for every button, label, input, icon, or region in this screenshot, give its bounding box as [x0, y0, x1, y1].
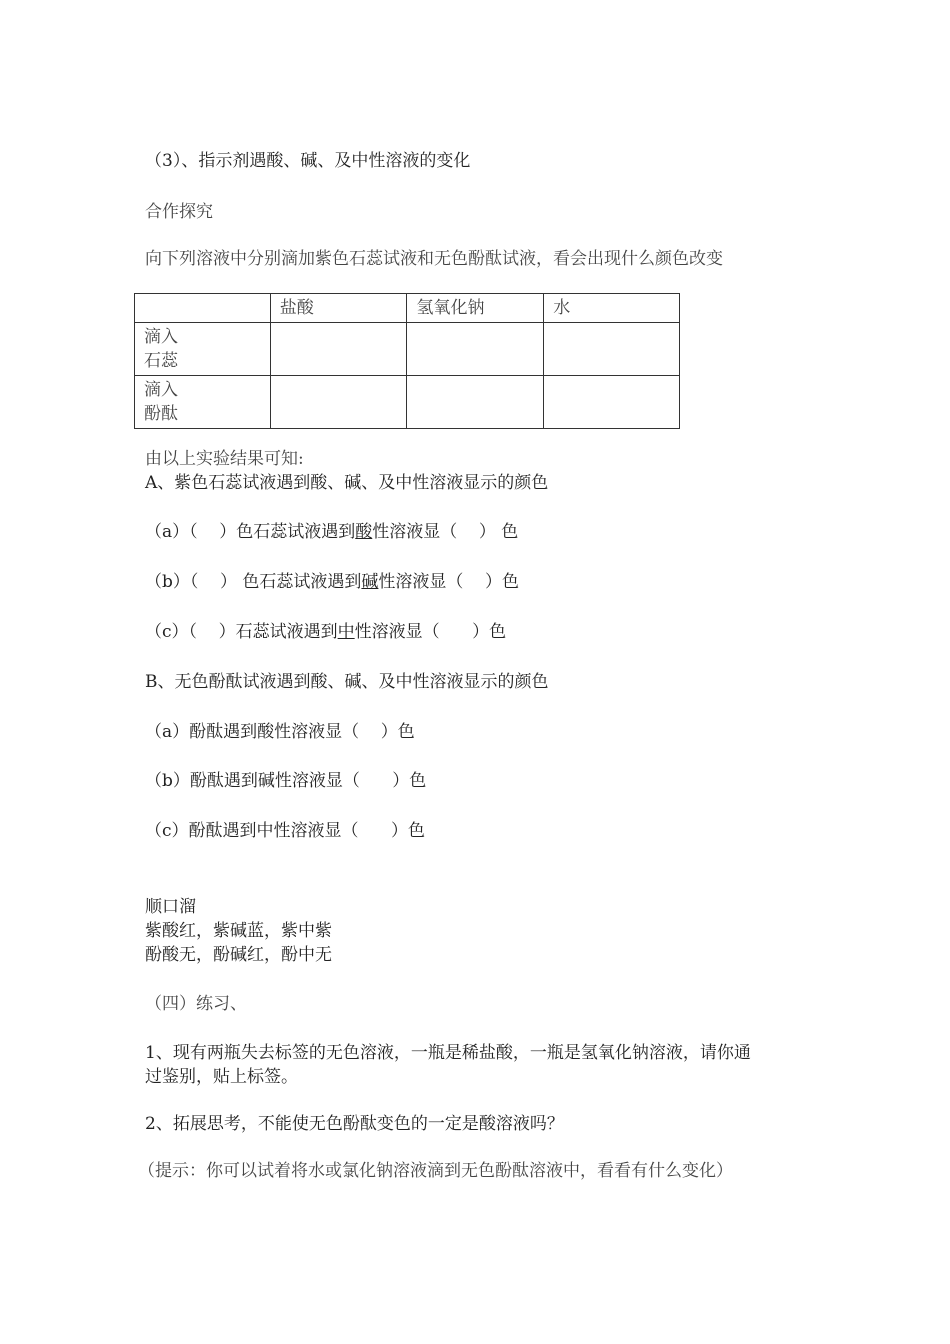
text-fragment: （b）（ ） 色石蕊试液遇到 — [145, 572, 362, 592]
table-cell — [407, 323, 544, 376]
table-header-cell — [135, 294, 271, 323]
part-a-item-c — [145, 620, 506, 644]
row-label-line: 滴入 — [144, 380, 178, 400]
conclusion-intro: 由以上实验结果可知: — [145, 449, 304, 469]
underlined-word: 酸 — [355, 522, 373, 542]
table-header-row — [135, 294, 680, 323]
question-2: 2、拓展思考，不能使无色酚酞变色的一定是酸溶液吗？ — [145, 1114, 564, 1134]
table-cell — [270, 323, 407, 376]
part-a-heading: A、紫色石蕊试液遇到酸、碱、及中性溶液显示的颜色 — [145, 473, 549, 493]
experiment-table — [134, 293, 680, 429]
part-b-item-c: （c）酚酞遇到中性溶液显（ ）色 — [145, 821, 425, 841]
row-label-line: 酚酞 — [144, 404, 178, 424]
underlined-word: 中 — [337, 622, 355, 642]
table-header-cell: 氢氧化钠 — [407, 294, 544, 323]
table-cell — [407, 376, 544, 429]
table-row — [135, 323, 680, 376]
question-1-line: 1、现有两瓶失去标签的无色溶液，一瓶是稀盐酸，一瓶是氢氧化钠溶液，请你通 — [145, 1043, 751, 1063]
hint-text: （提示：你可以试着将水或氯化钠溶液滴到无色酚酞溶液中，看看有什么变化） — [138, 1161, 733, 1181]
part-a-item-b — [145, 570, 519, 594]
part-a-item-a — [145, 520, 518, 544]
rhyme-title: 顺口溜 — [145, 897, 196, 917]
table-cell — [544, 323, 680, 376]
text-fragment: （c）（ ）石蕊试液遇到 — [145, 622, 338, 642]
table-cell — [270, 376, 407, 429]
table-cell — [544, 376, 680, 429]
text-fragment: 性溶液显（ ）色 — [378, 572, 520, 592]
text-fragment: （a）（ ）色石蕊试液遇到 — [145, 522, 356, 542]
row-label-phenolphthalein — [135, 376, 271, 429]
rhyme-line: 紫酸红，紫碱蓝，紫中紫 — [145, 921, 332, 941]
rhyme-line: 酚酸无，酚碱红，酚中无 — [145, 945, 332, 965]
cooperate-heading: 合作探究 — [145, 202, 213, 222]
practice-heading: （四）练习、 — [145, 994, 247, 1014]
part-b-item-b: （b）酚酞遇到碱性溶液显（ ）色 — [145, 771, 427, 791]
row-label-line: 石蕊 — [144, 351, 178, 371]
question-1-line: 过鉴别，贴上标签。 — [145, 1067, 298, 1087]
instruction-text: 向下列溶液中分别滴加紫色石蕊试液和无色酚酞试液，看会出现什么颜色改变 — [145, 249, 723, 269]
table-row — [135, 376, 680, 429]
table-header-cell: 盐酸 — [270, 294, 407, 323]
part-b-item-a: （a）酚酞遇到酸性溶液显（ ）色 — [145, 722, 415, 742]
table-header-cell: 水 — [544, 294, 680, 323]
part-b-heading: B、无色酚酞试液遇到酸、碱、及中性溶液显示的颜色 — [145, 672, 549, 692]
text-fragment: 性溶液显（ ） 色 — [372, 522, 519, 542]
row-label-line: 滴入 — [144, 327, 178, 347]
section-title: （3）、指示剂遇酸、碱、及中性溶液的变化 — [145, 151, 471, 171]
underlined-word: 碱 — [361, 572, 379, 592]
text-fragment: 性溶液显（ ）色 — [354, 622, 507, 642]
row-label-litmus — [135, 323, 271, 376]
